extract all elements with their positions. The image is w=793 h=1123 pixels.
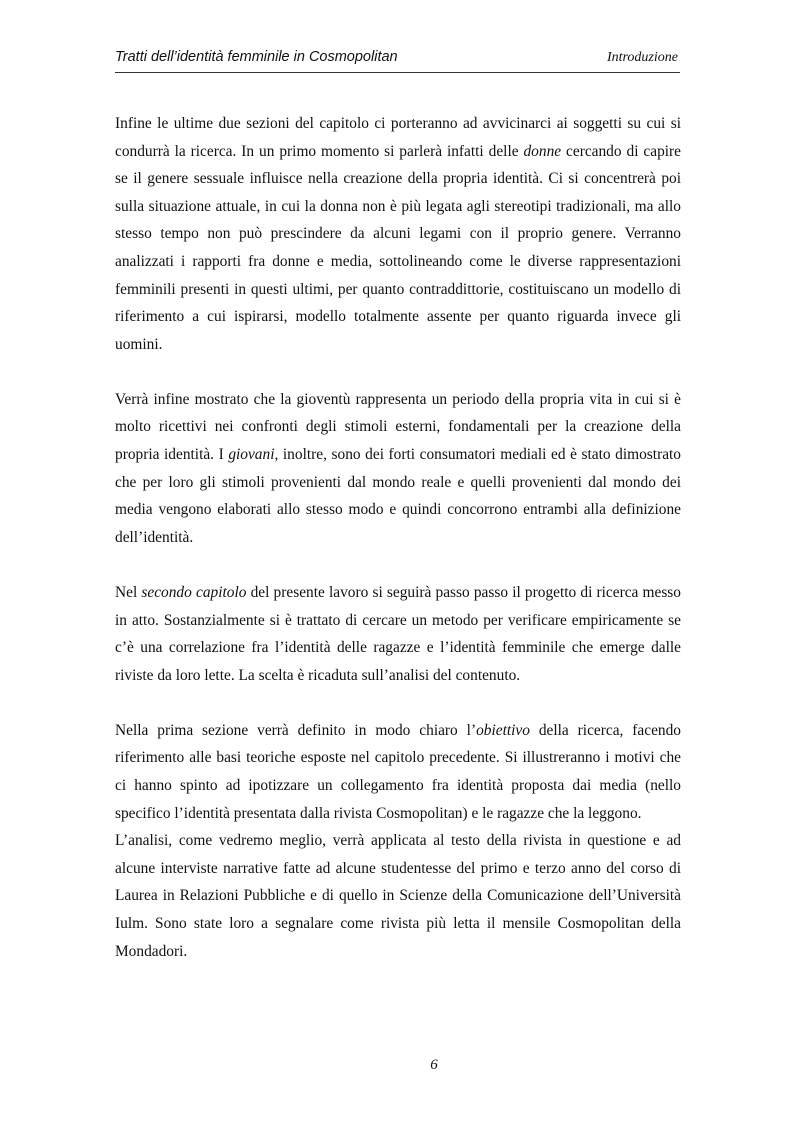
header-title: Tratti dell’identità femminile in Cosmopolitan [115,49,398,65]
paragraph: Infine le ultime due sezioni del capitolo ci porteranno ad avvicinarci ai soggetti su cui si condurrà la ricerca. In un primo momento si parlerà infatti delle donne cercando di capire se il genere sessuale influisce nella creazione della propria identità. Ci si concentrerà poi sulla situazione attuale, in cui la donna non è più legata agli stereotipi tradizionali, ma allo stesso tempo non può prescindere da alcuni legami con il proprio genere. Verranno analizzati i rapporti fra donne e media, sottolineando come le diverse rappresentazioni femminili presenti in questi ultimi, per quanto contraddittorie, costituiscano un modello di riferimento a cui ispirarsi, modello totalmente assente per quanto riguarda invece gli uomini. [115,115,681,353]
body-text [115,110,681,993]
paragraph: L’analisi, come vedremo meglio, verrà applicata al testo della rivista in questione e ad alcune interviste narrative fatte ad alcune studentesse del primo e terzo anno del corso di Laurea in Relazioni Pubbliche e di quello in Scienze della Comunicazione dell’Università Iulm. Sono state loro a segnalare come rivista più letta il mensile Cosmopolitan della Mondadori. [115,832,681,960]
running-header [115,47,678,69]
emphasis: obiettivo [476,721,530,739]
paragraph: Nel secondo capitolo del presente lavoro si seguirà passo passo il progetto di ricerca messo in atto. Sostanzialmente si è trattato di cercare un metodo per verificare empiricamente se c’è una correlazione fra l’identità delle ragazze e l’identità femminile che emerge dalle riviste da loro lette. La scelta è ricaduta sull’analisi del contenuto. [115,583,681,684]
emphasis: giovani [228,446,275,464]
page-number: 6 [430,1057,438,1073]
emphasis: donne [523,142,562,160]
paragraph: Nella prima sezione verrà definito in modo chiaro l’obiettivo della ricerca, facendo riferimento alle basi teoriche esposte nel capitolo precedente. Si illustreranno i motivi che ci hanno spinto ad ipotizzare un collegamento fra identità proposta dai media (nello specifico l’identità presentata dalla rivista Cosmopolitan) e le ragazze che la leggono. [115,721,681,822]
paragraph: Verrà infine mostrato che la gioventù rappresenta un periodo della propria vita in cui si è molto ricettivi nei confronti degli stimoli esterni, fondamentali per la creazione della propria identità. I giovani, inoltre, sono dei forti consumatori mediali ed è stato dimostrato che per loro gli stimoli provenienti dal mondo reale e quelli provenienti dal mondo dei media vengono elaborati allo stesso modo e quindi concorrono entrambi alla definizione dell’identità. [115,390,681,546]
emphasis: secondo capitolo [141,583,247,601]
header-section: Introduzione [606,50,678,65]
header-rule [115,72,680,73]
